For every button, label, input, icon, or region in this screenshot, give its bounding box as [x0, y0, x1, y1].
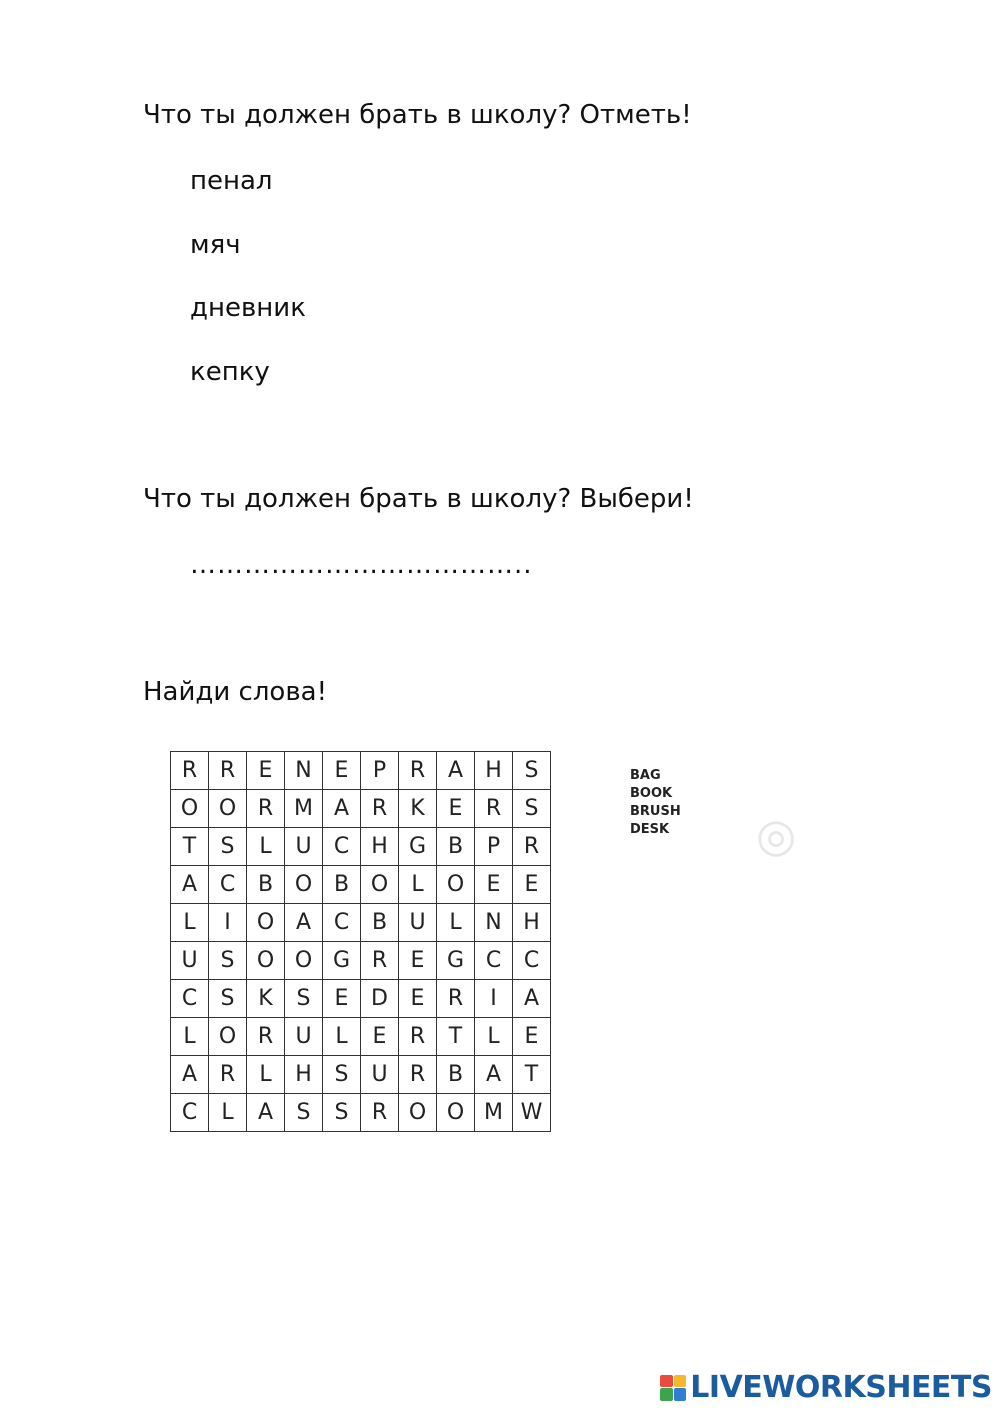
grid-cell[interactable]: U — [399, 904, 437, 942]
grid-cell[interactable]: S — [209, 942, 247, 980]
grid-cell[interactable]: N — [475, 904, 513, 942]
grid-cell[interactable]: L — [437, 904, 475, 942]
word-list — [630, 767, 681, 839]
grid-cell[interactable]: H — [513, 904, 551, 942]
grid-cell[interactable]: O — [361, 866, 399, 904]
grid-cell[interactable]: E — [361, 1018, 399, 1056]
grid-cell[interactable]: C — [209, 866, 247, 904]
grid-cell[interactable]: H — [285, 1056, 323, 1094]
grid-cell[interactable]: O — [247, 904, 285, 942]
grid-cell[interactable]: R — [399, 1018, 437, 1056]
grid-cell[interactable]: B — [437, 1056, 475, 1094]
question-2: Что ты должен брать в школу? Выбери! — [143, 484, 694, 514]
brand-name: LIVEWORKSHEETS — [690, 1370, 992, 1405]
grid-cell[interactable]: L — [247, 828, 285, 866]
grid-cell[interactable]: S — [323, 1094, 361, 1132]
watermark-swirl-icon: ◎ — [756, 808, 797, 862]
grid-cell[interactable]: R — [171, 752, 209, 790]
grid-cell[interactable]: I — [209, 904, 247, 942]
answer-blank[interactable]: ……………………………….. — [190, 550, 533, 580]
grid-cell[interactable]: S — [285, 1094, 323, 1132]
grid-cell[interactable]: C — [513, 942, 551, 980]
word-brush: BRUSH — [630, 804, 681, 819]
grid-cell[interactable]: O — [285, 866, 323, 904]
grid-cell[interactable]: E — [323, 752, 361, 790]
grid-cell[interactable]: L — [171, 1018, 209, 1056]
grid-cell[interactable]: R — [247, 1018, 285, 1056]
grid-cell[interactable]: O — [285, 942, 323, 980]
grid-cell[interactable]: E — [247, 752, 285, 790]
grid-cell[interactable]: L — [399, 866, 437, 904]
grid-cell[interactable]: B — [323, 866, 361, 904]
grid-cell[interactable]: C — [323, 904, 361, 942]
grid-cell[interactable]: T — [437, 1018, 475, 1056]
grid-cell[interactable]: U — [361, 1056, 399, 1094]
word-book: BOOK — [630, 786, 673, 801]
liveworksheets-brand[interactable] — [660, 1370, 992, 1405]
grid-cell[interactable]: C — [475, 942, 513, 980]
grid-cell[interactable]: O — [209, 790, 247, 828]
grid-cell[interactable]: R — [513, 828, 551, 866]
grid-cell[interactable]: O — [399, 1094, 437, 1132]
grid-cell[interactable]: L — [475, 1018, 513, 1056]
grid-cell[interactable]: L — [247, 1056, 285, 1094]
grid-cell[interactable]: E — [475, 866, 513, 904]
grid-cell[interactable]: R — [361, 942, 399, 980]
grid-cell[interactable]: L — [209, 1094, 247, 1132]
liveworksheets-logo-icon — [660, 1375, 686, 1401]
question-1: Что ты должен брать в школу? Отметь! — [143, 100, 692, 130]
grid-cell[interactable]: R — [361, 1094, 399, 1132]
grid-cell[interactable]: K — [399, 790, 437, 828]
grid-cell[interactable]: K — [247, 980, 285, 1018]
grid-cell[interactable]: U — [171, 942, 209, 980]
grid-cell[interactable]: B — [437, 828, 475, 866]
grid-cell[interactable]: A — [247, 1094, 285, 1132]
word-bag: BAG — [630, 768, 661, 783]
grid-cell[interactable]: O — [209, 1018, 247, 1056]
grid-cell[interactable]: U — [285, 828, 323, 866]
word-desk: DESK — [630, 822, 670, 837]
grid-cell[interactable]: W — [513, 1094, 551, 1132]
grid-cell[interactable]: D — [361, 980, 399, 1018]
grid-cell[interactable]: G — [399, 828, 437, 866]
grid-cell[interactable]: S — [513, 790, 551, 828]
grid-cell[interactable]: E — [399, 980, 437, 1018]
grid-cell[interactable]: C — [323, 828, 361, 866]
grid-cell[interactable]: G — [437, 942, 475, 980]
grid-cell[interactable]: O — [247, 942, 285, 980]
grid-cell[interactable]: G — [323, 942, 361, 980]
grid-cell[interactable]: C — [171, 1094, 209, 1132]
grid-cell[interactable]: B — [247, 866, 285, 904]
grid-cell[interactable]: O — [437, 866, 475, 904]
grid-cell[interactable]: R — [209, 752, 247, 790]
grid-cell[interactable]: E — [513, 1018, 551, 1056]
grid-cell[interactable]: T — [171, 828, 209, 866]
grid-cell[interactable]: S — [513, 752, 551, 790]
grid-cell[interactable]: S — [209, 828, 247, 866]
grid-cell[interactable]: O — [171, 790, 209, 828]
grid-cell[interactable]: E — [323, 980, 361, 1018]
grid-cell[interactable]: E — [437, 790, 475, 828]
grid-cell[interactable]: B — [361, 904, 399, 942]
grid-cell[interactable]: A — [437, 752, 475, 790]
grid-cell[interactable]: S — [323, 1056, 361, 1094]
option-cap[interactable]: кепку — [190, 357, 270, 387]
grid-cell[interactable]: M — [285, 790, 323, 828]
grid-cell[interactable]: O — [437, 1094, 475, 1132]
grid-cell[interactable]: S — [285, 980, 323, 1018]
grid-cell[interactable]: L — [323, 1018, 361, 1056]
grid-cell[interactable]: P — [475, 828, 513, 866]
grid-cell[interactable]: L — [171, 904, 209, 942]
grid-cell[interactable]: A — [171, 1056, 209, 1094]
grid-cell[interactable]: A — [171, 866, 209, 904]
grid-cell[interactable]: H — [361, 828, 399, 866]
question-3: Найди слова! — [143, 677, 328, 707]
grid-cell[interactable]: H — [475, 752, 513, 790]
option-pencil-case[interactable]: пенал — [190, 166, 273, 196]
grid-cell[interactable]: A — [513, 980, 551, 1018]
grid-cell[interactable]: R — [399, 752, 437, 790]
grid-cell[interactable]: R — [399, 1056, 437, 1094]
option-ball[interactable]: мяч — [190, 230, 241, 260]
grid-cell[interactable]: S — [209, 980, 247, 1018]
grid-cell[interactable]: C — [171, 980, 209, 1018]
grid-cell[interactable]: A — [475, 1056, 513, 1094]
grid-cell[interactable]: A — [285, 904, 323, 942]
grid-cell[interactable]: P — [361, 752, 399, 790]
grid-cell[interactable]: R — [437, 980, 475, 1018]
grid-cell[interactable]: I — [475, 980, 513, 1018]
grid-cell[interactable]: T — [513, 1056, 551, 1094]
grid-cell[interactable]: E — [513, 866, 551, 904]
grid-cell[interactable]: E — [399, 942, 437, 980]
word-search-grid[interactable] — [170, 751, 551, 1132]
grid-cell[interactable]: R — [475, 790, 513, 828]
grid-cell[interactable]: M — [475, 1094, 513, 1132]
grid-cell[interactable]: N — [285, 752, 323, 790]
grid-cell[interactable]: A — [323, 790, 361, 828]
grid-cell[interactable]: R — [361, 790, 399, 828]
option-diary[interactable]: дневник — [190, 293, 306, 323]
grid-cell[interactable]: U — [285, 1018, 323, 1056]
grid-cell[interactable]: R — [209, 1056, 247, 1094]
grid-cell[interactable]: R — [247, 790, 285, 828]
